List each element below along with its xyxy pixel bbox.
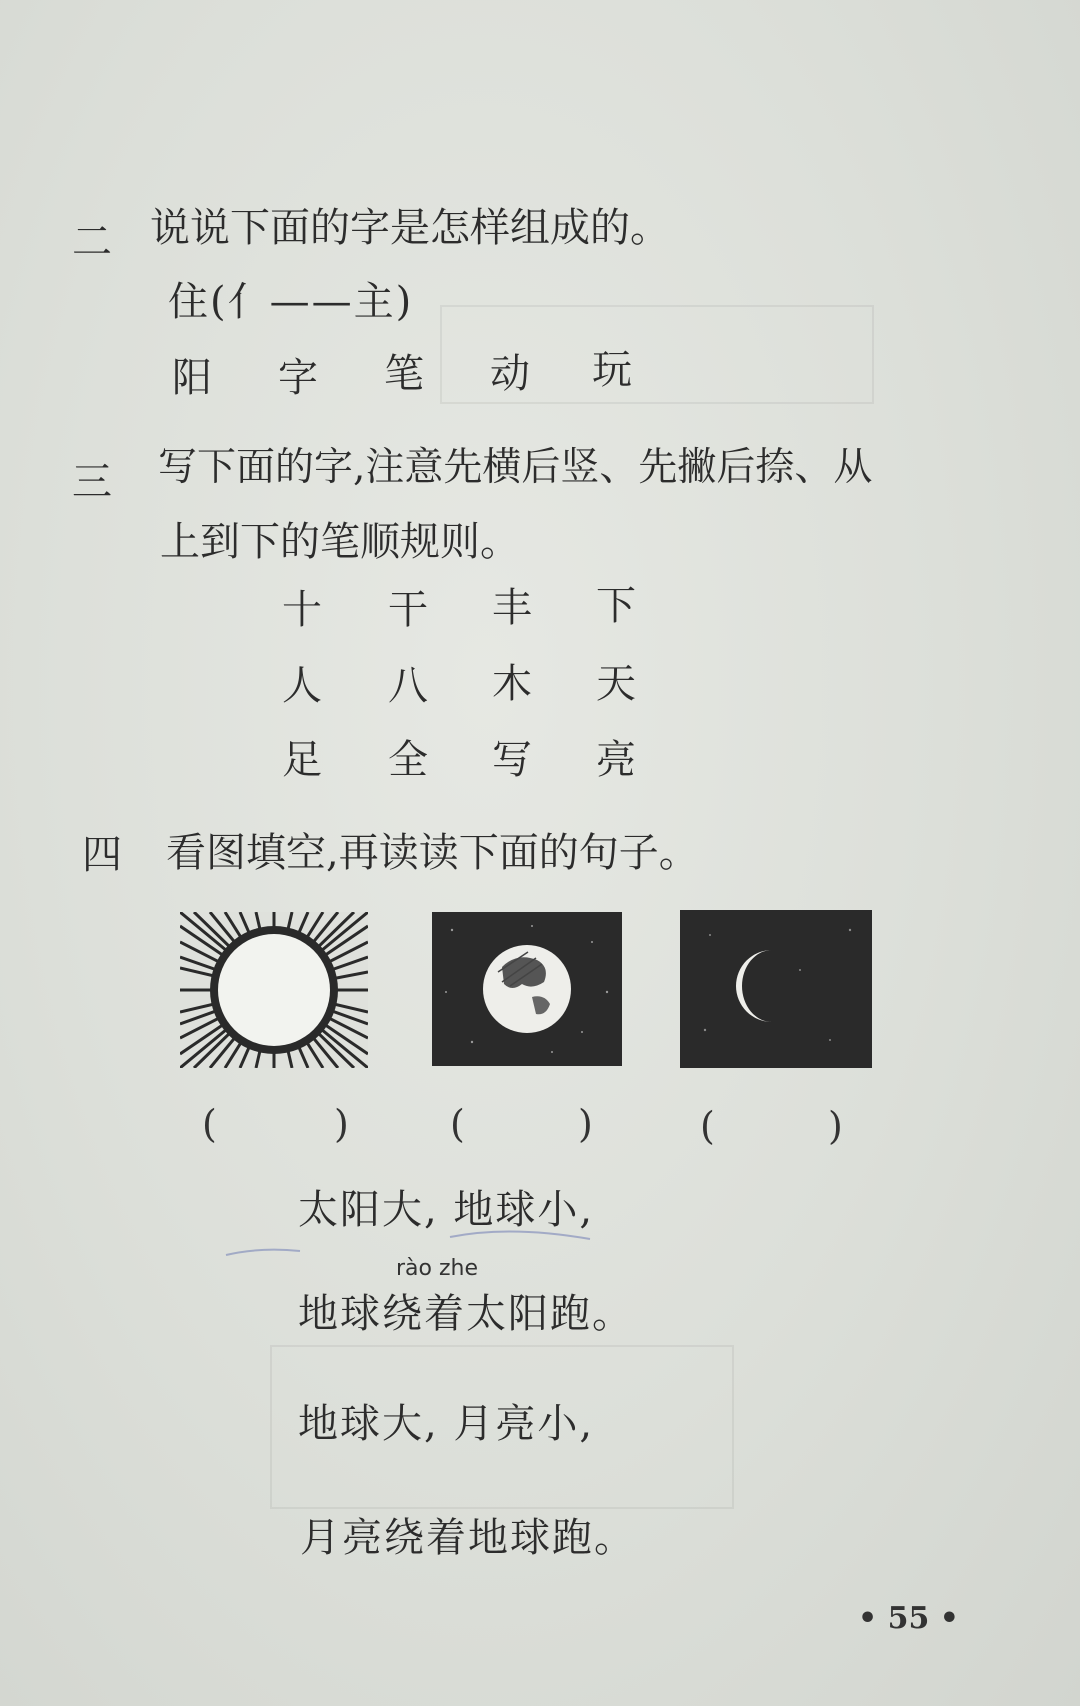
char-item: 动 xyxy=(490,351,530,397)
section-3-instruction-line1: 写下面的字,注意先横后竖、先撇后捺、从 xyxy=(158,445,873,490)
char-item: 阳 xyxy=(172,355,212,401)
stroke-char: 亮 xyxy=(596,737,636,783)
blank-close-paren[interactable]: ) xyxy=(334,1102,349,1146)
stroke-char: 木 xyxy=(492,661,532,707)
section-number-2: 二 xyxy=(72,219,112,265)
example-decomposition: 住(亻——主) xyxy=(168,279,414,325)
section-2-instruction: 说说下面的字是怎样组成的。 xyxy=(150,205,670,251)
section-number-3: 三 xyxy=(72,459,112,505)
pinyin-annotation: rào zhe xyxy=(396,1256,479,1281)
stroke-char: 人 xyxy=(282,663,322,709)
blank-close-paren[interactable]: ) xyxy=(828,1104,843,1148)
sentence-2: 地球绕着太阳跑。 xyxy=(298,1291,634,1337)
earth-image xyxy=(432,912,622,1066)
sun-image xyxy=(180,912,368,1068)
section-number-4: 四 xyxy=(82,832,122,878)
moon-image xyxy=(680,910,872,1068)
page-number: • 55 • xyxy=(858,1601,959,1636)
sentence-4: 月亮绕着地球跑。 xyxy=(300,1515,636,1561)
sun-icon xyxy=(180,912,368,1068)
stroke-char: 丰 xyxy=(492,585,532,631)
stroke-char: 十 xyxy=(282,587,322,633)
section-3-instruction-line2: 上到下的笔顺规则。 xyxy=(160,519,520,565)
char-item: 字 xyxy=(278,355,318,401)
sentence-3: 地球大, 月亮小, xyxy=(298,1401,595,1447)
blank-open-paren[interactable]: ( xyxy=(450,1102,465,1146)
blank-close-paren[interactable]: ) xyxy=(578,1102,593,1146)
earth-icon xyxy=(432,912,622,1066)
char-item: 笔 xyxy=(384,351,424,397)
section-4-instruction: 看图填空,再读读下面的句子。 xyxy=(166,830,699,876)
stroke-char: 八 xyxy=(388,663,428,709)
blank-open-paren[interactable]: ( xyxy=(700,1104,715,1148)
stroke-char: 全 xyxy=(388,737,428,783)
stroke-char: 足 xyxy=(282,737,322,783)
crescent-moon-icon xyxy=(680,910,872,1068)
stroke-char: 写 xyxy=(492,737,532,783)
blank-open-paren[interactable]: ( xyxy=(202,1102,217,1146)
char-item: 玩 xyxy=(592,347,632,393)
stroke-char: 干 xyxy=(388,587,428,633)
sentence-1: 太阳大, 地球小, xyxy=(298,1187,595,1233)
stroke-char: 下 xyxy=(596,583,636,629)
stroke-char: 天 xyxy=(596,661,636,707)
